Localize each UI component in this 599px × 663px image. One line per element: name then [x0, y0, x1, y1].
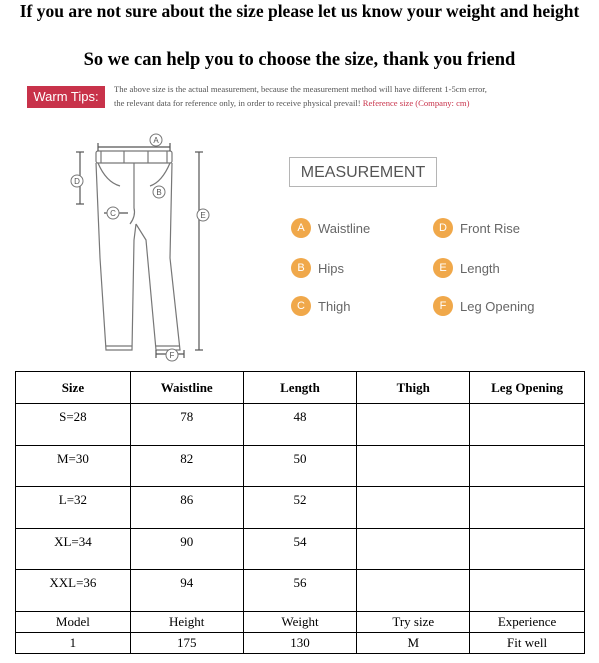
length-cell: 54	[243, 528, 357, 570]
legend-label-thigh: Thigh	[318, 298, 351, 314]
waistline-cell: 78	[130, 404, 243, 446]
model-header-model: Model	[16, 611, 131, 632]
thigh-cell	[357, 487, 470, 529]
header-waistline: Waistline	[130, 372, 243, 404]
legend-item-a	[291, 218, 370, 238]
header-thigh: Thigh	[357, 372, 470, 404]
thigh-cell	[357, 404, 470, 446]
table-row	[16, 404, 585, 446]
header-length: Length	[243, 372, 357, 404]
size-table	[15, 371, 585, 654]
legend-item-e	[433, 258, 500, 278]
size-table-header-row	[16, 372, 585, 404]
measurement-title: MEASUREMENT	[300, 164, 426, 181]
marker-e: E	[200, 211, 206, 220]
length-cell: 56	[243, 570, 357, 612]
size-cell: S=28	[16, 404, 131, 446]
size-cell: XXL=36	[16, 570, 131, 612]
legend-badge-b: B	[291, 258, 311, 278]
leg-opening-cell	[470, 487, 585, 529]
legend-item-d	[433, 218, 520, 238]
leg-opening-cell	[470, 404, 585, 446]
waistline-cell: 82	[130, 445, 243, 487]
tip-text-line-2	[114, 98, 469, 108]
leg-opening-cell	[470, 528, 585, 570]
legend-item-b	[291, 258, 344, 278]
legend-label-hips: Hips	[318, 260, 345, 276]
legend-badge-d: D	[433, 218, 453, 238]
model-header-try-size: Try size	[357, 611, 470, 632]
tip-text-line-2-main: the relevant data for reference only, in order to receive physical prevail!	[114, 98, 361, 108]
thigh-cell	[357, 570, 470, 612]
waistline-cell: 94	[130, 570, 243, 612]
model-experience-cell: Fit well	[470, 632, 585, 653]
model-header-row	[16, 611, 585, 632]
legend-label-length: Length	[460, 260, 500, 276]
marker-f: F	[169, 351, 175, 360]
waistline-cell: 86	[130, 487, 243, 529]
marker-c: C	[110, 209, 116, 218]
warm-tips-badge: Warm Tips:	[27, 86, 105, 108]
measurement-title-box	[289, 157, 437, 187]
legend-badge-c: C	[291, 296, 311, 316]
model-weight-cell: 130	[243, 632, 357, 653]
model-number-cell: 1	[16, 632, 131, 653]
legend-item-c	[291, 296, 351, 316]
thigh-cell	[357, 528, 470, 570]
header-line-1: If you are not sure about the size please let us know your weight and height	[19, 1, 580, 21]
tip-text-line-1: The above size is the actual measurement, because the measurement method will have different 1-5cm error,	[114, 84, 487, 94]
model-header-experience: Experience	[470, 611, 585, 632]
legend-label-front-rise: Front Rise	[460, 220, 520, 236]
diagram-markers	[71, 134, 209, 361]
size-cell: M=30	[16, 445, 131, 487]
legend-item-f	[433, 296, 534, 316]
table-row	[16, 570, 585, 612]
legend-badge-e: E	[433, 258, 453, 278]
thigh-cell	[357, 445, 470, 487]
waistline-cell: 90	[130, 528, 243, 570]
legend-badge-a: A	[291, 218, 311, 238]
leg-opening-cell	[470, 570, 585, 612]
model-header-height: Height	[130, 611, 243, 632]
model-try-size-cell: M	[357, 632, 470, 653]
model-header-weight: Weight	[243, 611, 357, 632]
marker-b: B	[156, 188, 162, 197]
header-line-2: So we can help you to choose the size, thank you friend	[83, 50, 516, 70]
table-row	[16, 445, 585, 487]
size-cell: XL=34	[16, 528, 131, 570]
model-data-row	[16, 632, 585, 653]
length-cell: 50	[243, 445, 357, 487]
legend-badge-f: F	[433, 296, 453, 316]
header-leg-opening: Leg Opening	[470, 372, 585, 404]
pants-diagram	[60, 128, 260, 368]
model-height-cell: 175	[130, 632, 243, 653]
reference-size-note: Reference size (Company: cm)	[362, 98, 470, 108]
marker-d: D	[74, 177, 80, 186]
table-row	[16, 487, 585, 529]
legend-label-waistline: Waistline	[318, 220, 371, 236]
legend-label-leg-opening: Leg Opening	[460, 298, 535, 314]
leg-opening-cell	[470, 445, 585, 487]
length-cell: 52	[243, 487, 357, 529]
header-size: Size	[16, 372, 131, 404]
size-cell: L=32	[16, 487, 131, 529]
length-cell: 48	[243, 404, 357, 446]
marker-a: A	[153, 136, 159, 145]
table-row	[16, 528, 585, 570]
